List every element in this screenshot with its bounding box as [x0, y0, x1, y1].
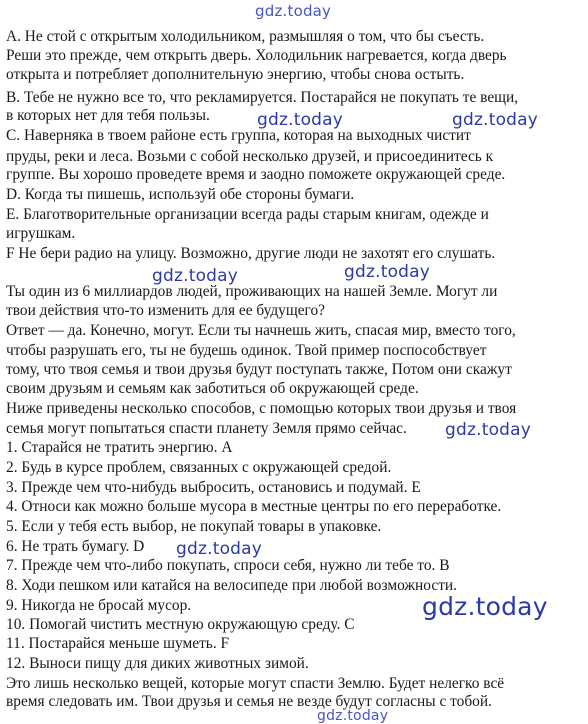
- text-line: 11. Постарайся меньше шуметь. F: [6, 635, 230, 652]
- watermark-top: gdz.today: [255, 2, 332, 20]
- text-line: 6. Не трать бумагу. D: [6, 538, 145, 555]
- text-line: 3. Прежде чем что-нибудь выбросить, остановись и подумай. Е: [6, 479, 421, 496]
- watermark: gdz.today: [452, 110, 539, 130]
- text-line: 4. Относи как можно больше мусора в местные центры по его переработке.: [6, 498, 502, 515]
- text-line: группе. Вы хорошо проведете время и заодно поможете окружающей среде.: [6, 166, 506, 183]
- text-line: чтобы разрушать его, ты не будешь одинок. Твой пример поспособствует: [6, 342, 487, 359]
- text-line: 9. Никогда не бросай мусор.: [6, 597, 192, 614]
- text-line: время следовать им. Твои друзья и семья не везде будут согласны с тобой.: [6, 693, 492, 710]
- text-line: А. Не стой с открытым холодильником, размышляя о том, что бы съесть.: [6, 28, 485, 45]
- text-line: Ниже приведены несколько способов, с помощью которых твои друзья и твоя: [6, 400, 517, 417]
- watermark: gdz.today: [152, 266, 239, 286]
- text-line: Е. Благотворительные организации всегда рады старым книгам, одежде и: [6, 206, 489, 223]
- text-line: игрушкам.: [6, 225, 76, 242]
- text-line: 1. Старайся не тратить энергию. А: [6, 439, 233, 456]
- text-line: F Не бери радио на улицу. Возможно, другие люди не захотят его слушать.: [6, 245, 496, 262]
- text-line: пруды, реки и леса. Возьми с собой несколько друзей, и присоединитесь к: [6, 148, 494, 165]
- text-line: твои действия что-то изменить для ее будущего?: [6, 302, 326, 319]
- text-line: в которых нет для тебя пользы.: [6, 107, 210, 124]
- text-line: семья могут попытаться спасти планету Земля прямо сейчас.: [6, 420, 407, 437]
- text-line: 7. Прежде чем что-либо покупать, спроси себя, нужно ли тебе то. В: [6, 557, 450, 574]
- text-line: своим друзьям и семьям как заботиться об окружающей среде.: [6, 380, 419, 397]
- text-line: 2. Будь в курсе проблем, связанных с окружающей средой.: [6, 459, 392, 476]
- text-line: Ответ — да. Конечно, могут. Если ты начнешь жить, спасая мир, вместо того,: [6, 322, 516, 339]
- text-line: Это лишь несколько вещей, которые могут спасти Землю. Будет нелегко всё: [6, 675, 505, 692]
- text-line: С. Наверняка в твоем районе есть группа, которая на выходных чистит: [6, 127, 471, 144]
- watermark: gdz.today: [344, 262, 431, 282]
- watermark-bottom: gdz.today: [317, 708, 389, 724]
- text-line: 5. Если у тебя есть выбор, не покупай товары в упаковке.: [6, 518, 382, 535]
- text-line: тому, что твоя семья и твои друзья будут поступать также, Потом они скажут: [6, 361, 512, 378]
- text-line: Ты один из 6 миллиардов людей, проживающих на нашей Земле. Могут ли: [6, 283, 498, 300]
- text-line: открыта и потребляет дополнительную энергию, чтобы снова остыть.: [6, 66, 465, 83]
- watermark: gdz.today: [176, 539, 263, 559]
- watermark: gdz.today: [445, 420, 532, 440]
- text-line: D. Когда ты пишешь, используй обе стороны бумаги.: [6, 186, 355, 203]
- text-line: 12. Выноси пищу для диких животных зимой.: [6, 655, 309, 672]
- text-line: 8. Ходи пешком или катайся на велосипеде при любой возможности.: [6, 577, 458, 594]
- text-line: В. Тебе не нужно все то, что рекламируется. Постарайся не покупать те вещи,: [6, 89, 519, 106]
- watermark-large: gdz.today: [422, 592, 548, 621]
- watermark: gdz.today: [257, 110, 344, 130]
- text-line: 10. Помогай чистить местную окружающую среду. С: [6, 616, 355, 633]
- text-line: Реши это прежде, чем открыть дверь. Холодильник нагревается, когда дверь: [6, 47, 507, 64]
